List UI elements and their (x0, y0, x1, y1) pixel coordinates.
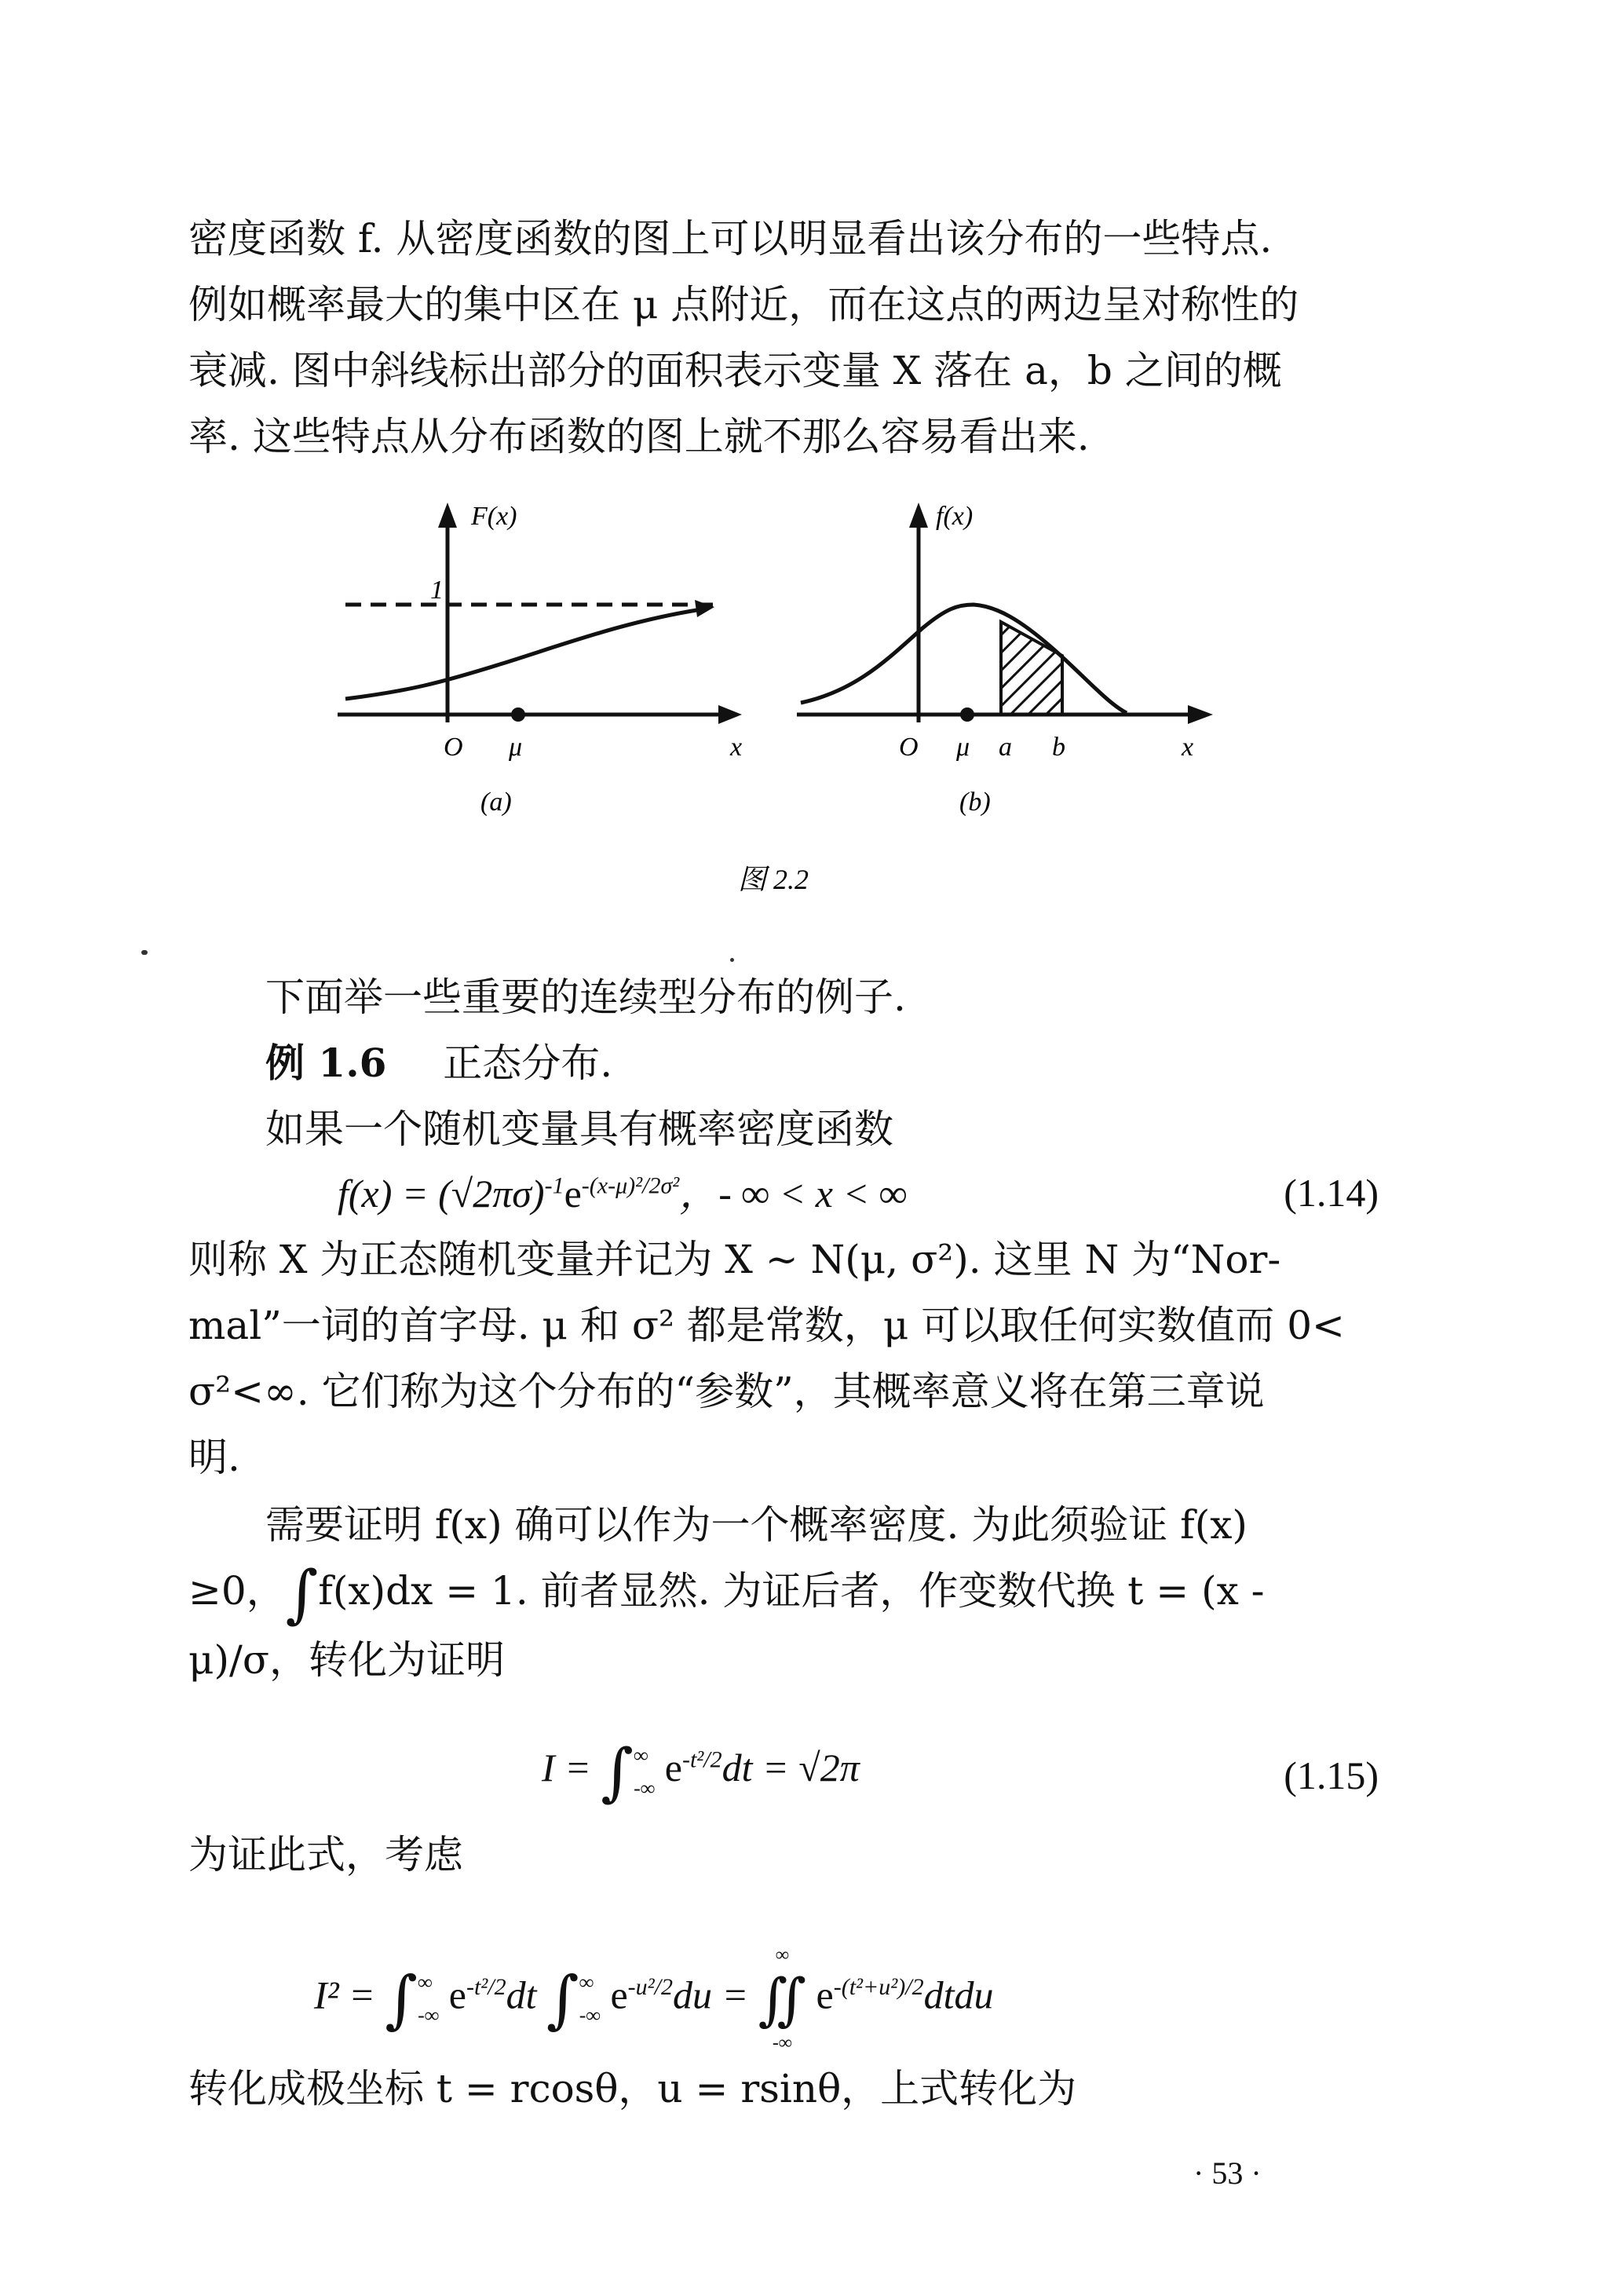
eqsq-t3: e (816, 1972, 834, 2017)
eqsq-upper-2: ∞ (579, 1971, 594, 1994)
polar-text: 转化成极坐标 t = rcosθ，u = rsinθ，上式转化为 (188, 2066, 1077, 2111)
example-title: 正态分布. (443, 1040, 613, 1086)
figure-caption: 图 2.2 (738, 864, 809, 895)
eqsq-dt: dt (506, 1972, 537, 2017)
double-integral (758, 1940, 806, 2059)
example-label: 例 1.6 (265, 1040, 387, 1086)
intro-line-3: 衰减. 图中斜线标出部分的面积表示变量 X 落在 a，b 之间的概 (188, 348, 1282, 393)
intro-line-2: 例如概率最大的集中区在 μ 点附近，而在这点的两边呈对称性的 (188, 282, 1299, 327)
integral-sign: ∫ (546, 1962, 579, 2036)
p1-line-1: 则称 X 为正态随机变量并记为 X ~ N(μ, σ²). 这里 N 为“Nor- (188, 1237, 1281, 1282)
eqsq-lhs: I² = (314, 1972, 375, 2017)
eqsq-limits-2 (579, 1966, 601, 2032)
plot-b-mu-dot (960, 707, 974, 722)
plot-b-hatched-area (1001, 622, 1062, 715)
eq115-limits (634, 1739, 655, 1805)
equation-number-1-14: (1.14) (1284, 1171, 1379, 1215)
consider-line (188, 1822, 1382, 1888)
eqsq-t2: e (610, 1972, 628, 2017)
eq114-e: e (564, 1172, 582, 1216)
plot-a-one: 1 (430, 576, 444, 605)
p2-line-2 (188, 1557, 1382, 1630)
equation-1-14 (338, 1162, 907, 1219)
plot-a-ylabel: F(x) (471, 502, 517, 531)
eq114-lhs: f(x) = (√2πσ) (338, 1172, 545, 1216)
eqsq-t1: e (448, 1972, 466, 2017)
p2-line-3: μ)/σ，转化为证明 (188, 1637, 505, 1683)
eqsq-lower-1: -∞ (418, 2004, 440, 2027)
plot-b-density-curve (801, 605, 1127, 713)
plot-b-x-label: x (1182, 733, 1194, 762)
paragraph-normal-def (188, 1227, 1382, 1490)
eqsq-lower-2: -∞ (579, 2004, 601, 2027)
plot-a-mu-dot (511, 707, 525, 722)
eqsq-lower-3: -∞ (772, 2033, 792, 2053)
plot-a-y-arrow (438, 503, 457, 528)
eqsq-dtdu: dtdu (923, 1972, 994, 2017)
plot-a-x-arrow (718, 705, 742, 724)
integral-sign: ∫ (385, 1962, 418, 2036)
eq115-rest: dt = √2π (721, 1745, 860, 1790)
p2-line-2a: ≥0， (188, 1568, 286, 1614)
section-text (188, 964, 1382, 1162)
page-number: · 53 · (1193, 2155, 1262, 2191)
eqsq-t3-exp: -(t²+u²)/2 (833, 1973, 924, 2000)
plot-b-b: b (1052, 733, 1065, 762)
integral-sign: ∫ (285, 1557, 319, 1630)
plot-b-mu: μ (956, 733, 970, 762)
plot-a-origin: O (444, 733, 463, 762)
plot-b-a: a (999, 733, 1012, 762)
integral-sign: ∫ (601, 1735, 634, 1808)
p2-line-1: 需要证明 f(x) 确可以作为一个概率密度. 为此须验证 f(x) (265, 1502, 1248, 1548)
equation-1-15 (542, 1735, 860, 1808)
eq114-exp2: -(x-μ)²/2σ² (581, 1172, 680, 1199)
equation-i-squared (314, 1940, 994, 2059)
plot-a-mu: μ (509, 733, 523, 762)
definition-intro: 如果一个随机变量具有概率密度函数 (265, 1106, 893, 1152)
eq115-exp: -t²/2 (681, 1746, 722, 1773)
plot-b-ylabel: f(x) (936, 502, 974, 531)
eqsq-upper-1: ∞ (418, 1971, 433, 1994)
plot-b-x-arrow (1188, 705, 1213, 724)
equation-number-1-15: (1.15) (1284, 1753, 1379, 1797)
paragraph-proof (188, 1492, 1382, 1693)
section-lead: 下面举一些重要的连续型分布的例子. (265, 974, 906, 1020)
p1-line-3: σ²<∞. 它们称为这个分布的“参数”，其概率意义将在第三章说 (188, 1369, 1265, 1414)
plot-b (797, 502, 1213, 762)
eqsq-du: du = (672, 1972, 749, 2017)
eq115-upper: ∞ (634, 1743, 648, 1767)
caption-a: (a) (480, 788, 512, 817)
eq115-lower: -∞ (634, 1776, 656, 1800)
plot-a-cdf-curve (345, 609, 707, 699)
eq115-lhs: I = (542, 1745, 591, 1790)
eq114-range: ，- ∞ < x < ∞ (679, 1172, 908, 1216)
eq115-body: e (664, 1745, 682, 1790)
eq114-exp1: -1 (544, 1172, 564, 1199)
plot-a (338, 502, 742, 762)
figure-2-2 (0, 0, 1622, 927)
caption-b: (b) (959, 788, 991, 817)
intro-line-1: 密度函数 f. 从密度函数的图上可以明显看出该分布的一些特点. (188, 216, 1273, 261)
polar-line (188, 2056, 1382, 2122)
scan-speck (141, 950, 148, 955)
intro-line-4: 率. 这些特点从分布函数的图上就不那么容易看出来. (188, 414, 1090, 459)
integral-sign: ∬ (758, 1966, 807, 2032)
eqsq-t1-exp: -t²/2 (466, 1973, 506, 2000)
plot-b-origin: O (899, 733, 919, 762)
example-heading (188, 1030, 1382, 1096)
eqsq-t2-exp: -u²/2 (627, 1973, 673, 2000)
p1-line-4: 明. (188, 1435, 240, 1480)
plot-b-y-arrow (909, 503, 928, 528)
consider-text: 为证此式，考虑 (188, 1832, 463, 1877)
plot-a-curve-arrow (695, 600, 714, 617)
scan-speck (730, 958, 734, 962)
eqsq-limits-1 (418, 1966, 439, 2032)
eqsq-upper-3: ∞ (775, 1945, 789, 1965)
p1-line-2: mal”一词的首字母. μ 和 σ² 都是常数，μ 可以取任何实数值而 0< (188, 1303, 1345, 1348)
p2-line-2b: f(x)dx = 1. 前者显然. 为证后者，作变数代换 t = (x - (318, 1568, 1265, 1614)
plot-a-x-label: x (730, 733, 743, 762)
